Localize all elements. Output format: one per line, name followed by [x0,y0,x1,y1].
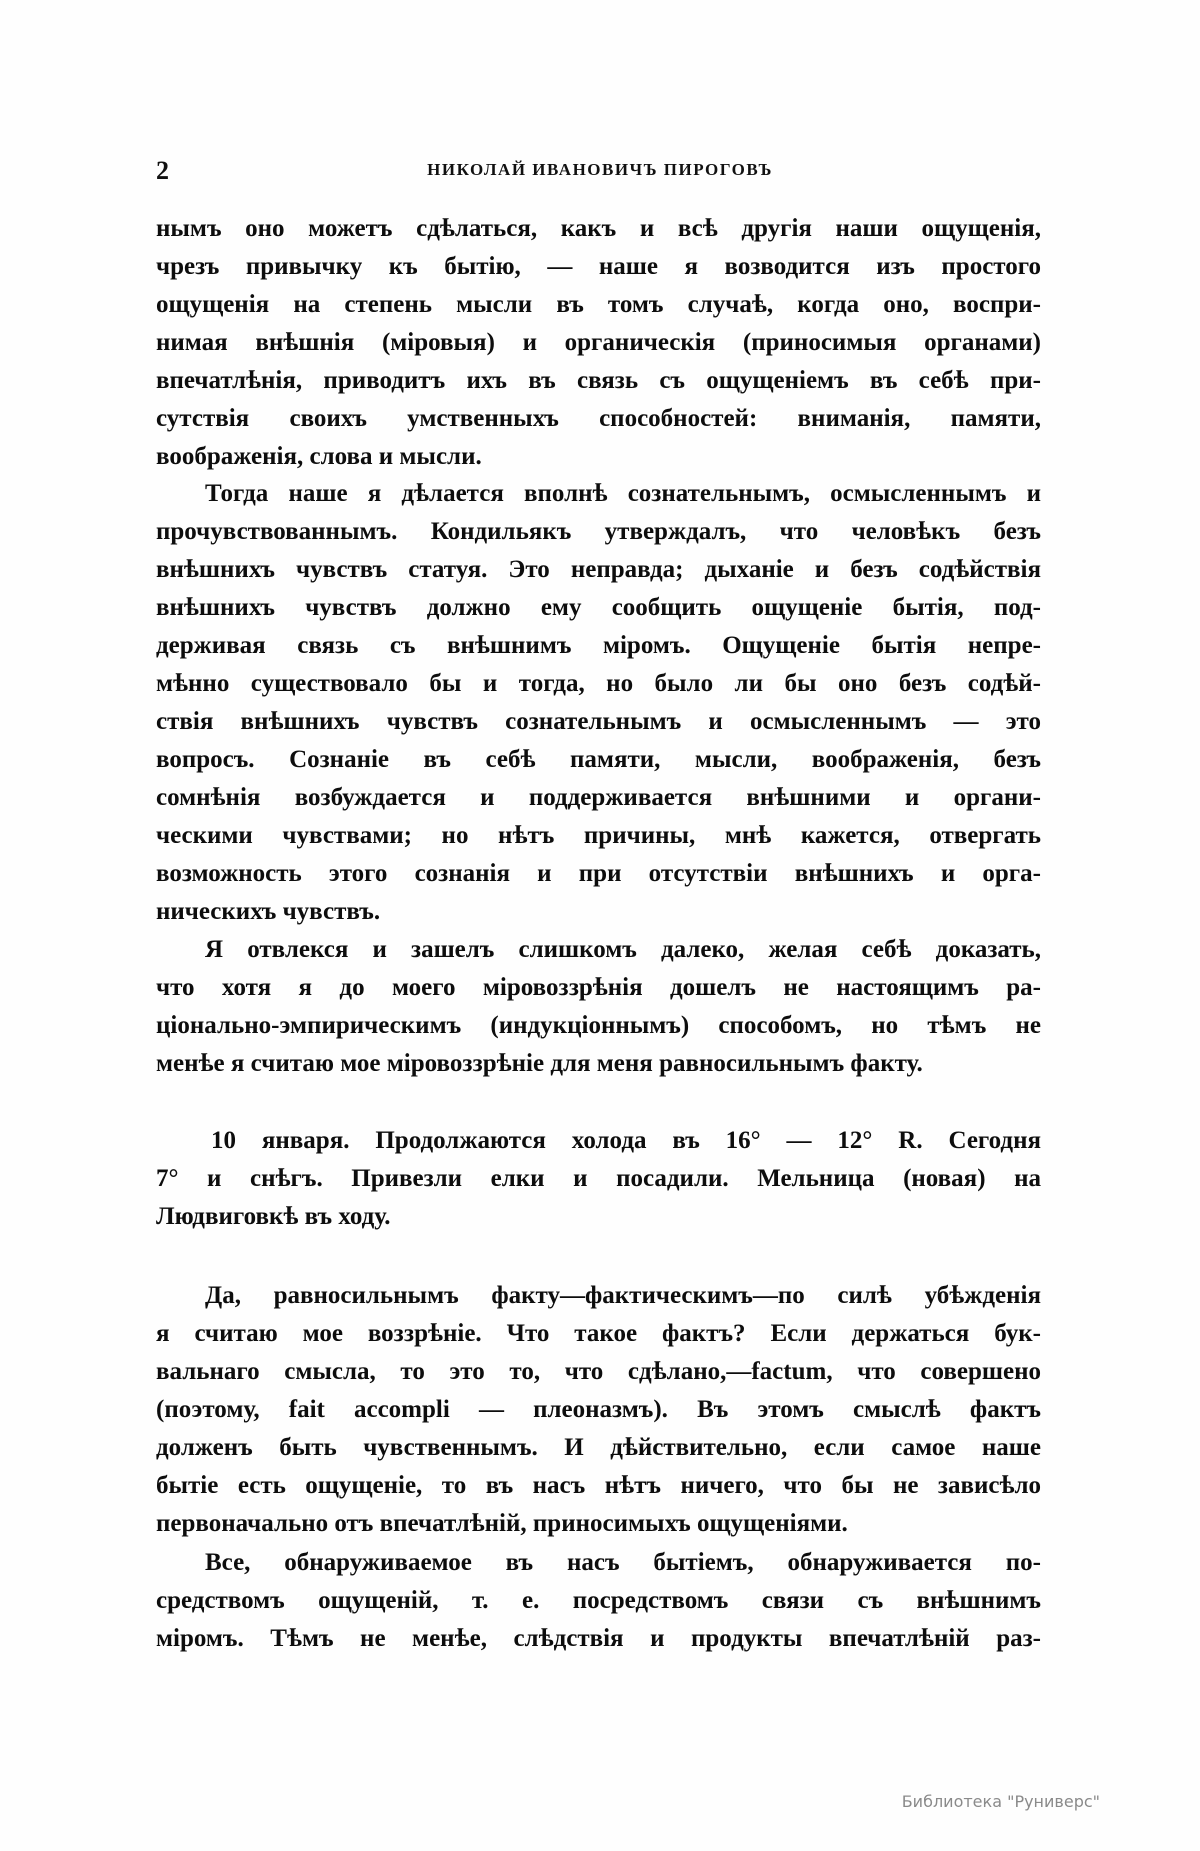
text-line: 7° и снѣгъ. Привезли елки и посадили. Мельница (новая) на [156,1165,1041,1192]
text-line: первоначально отъ впечатлѣній, приносимыхъ ощущеніями. [156,1510,848,1537]
page-number: 2 [156,156,169,185]
text-line: сомнѣнія возбуждается и поддерживается внѣшними и органи- [156,784,1041,811]
text-line: чрезъ привычку къ бытію, — наше я возводится изъ простого [156,253,1041,280]
paragraph-2 [156,475,1041,931]
text-line: менѣе я считаю мое міровоззрѣніе для меня равносильнымъ факту. [156,1050,923,1077]
text-line: внѣшнихъ чувствъ должно ему сообщить ощущеніе бытія, под- [156,594,1041,621]
text-line: внѣшнихъ чувствъ статуя. Это неправда; дыханіе и безъ содѣйствія [156,556,1041,583]
paragraph-1 [156,210,1041,476]
paragraph-4 [156,1277,1041,1543]
text-line: воображенія, слова и мысли. [156,443,482,470]
text-line: ническихъ чувствъ. [156,898,381,925]
text-line: бытіе есть ощущеніе, то въ насъ нѣтъ ничего, что бы не зависѣло [156,1472,1041,1499]
text-line: возможность этого сознанія и при отсутствіи внѣшнихъ и орга- [156,860,1041,887]
text-line: 10 января. Продолжаются холода въ 16° — 12° R. Сегодня [211,1127,1041,1154]
text-line: ціонально-эмпирическимъ (индукціоннымъ) способомъ, но тѣмъ не [156,1012,1041,1039]
text-line: Все, обнаруживаемое въ насъ бытіемъ, обнаруживается по- [205,1549,1041,1576]
text-line: нимая внѣшнія (міровыя) и органическія (приносимыя органами) [156,329,1041,356]
text-line: Я отвлекся и зашелъ слишкомъ далеко, желая себѣ доказать, [205,936,1041,963]
paragraph-3 [156,931,1041,1083]
text-line: Тогда наше я дѣлается вполнѣ сознательнымъ, осмысленнымъ и [205,480,1041,507]
text-line: я считаю мое воззрѣніе. Что такое фактъ? Если держаться бук- [156,1320,1041,1347]
text-line: впечатлѣнія, приводитъ ихъ въ связь съ ощущеніемъ въ себѣ при- [156,367,1041,394]
diary-entry-10-january [156,1122,1041,1236]
text-line: Да, равносильнымъ факту—фактическимъ—по силѣ убѣжденія [205,1282,1041,1309]
text-line: сутствія своихъ умственныхъ способностей: вниманія, памяти, [156,405,1041,432]
text-line: вальнаго смысла, то это то, что сдѣлано,—factum, что совершено [156,1358,1041,1385]
text-line: ческими чувствами; но нѣтъ причины, мнѣ кажется, отвергать [156,822,1041,849]
text-line: средствомъ ощущеній, т. е. посредствомъ связи съ внѣшнимъ [156,1587,1041,1614]
text-line: ствія внѣшнихъ чувствъ сознательнымъ и осмысленнымъ — это [156,708,1041,735]
text-line: нымъ оно можетъ сдѣлаться, какъ и всѣ другія наши ощущенія, [156,215,1041,242]
text-line: міромъ. Тѣмъ не менѣе, слѣдствія и продукты впечатлѣній раз- [156,1625,1041,1652]
text-line: что хотя я до моего міровоззрѣнія дошелъ не настоящимъ ра- [156,974,1041,1001]
paragraph-5 [156,1544,1041,1658]
text-line: держивая связь съ внѣшнимъ міромъ. Ощущеніе бытія непре- [156,632,1041,659]
text-line: прочувствованнымъ. Кондильякъ утверждалъ, что человѣкъ безъ [156,518,1041,545]
text-line: долженъ быть чувственнымъ. И дѣйствительно, если самое наше [156,1434,1041,1461]
text-line: вопросъ. Сознаніе въ себѣ памяти, мысли, воображенія, безъ [156,746,1041,773]
text-line: Людвиговкѣ въ ходу. [156,1203,391,1230]
text-line: (поэтому, fait accompli — плеоназмъ). Въ этомъ смыслѣ фактъ [156,1396,1041,1423]
running-head: НИКОЛАЙ ИВАНОВИЧЪ ПИРОГОВЪ [427,160,773,179]
text-line: мѣнно существовало бы и тогда, но было ли бы оно безъ содѣй- [156,670,1041,697]
text-line: ощущенія на степень мысли въ томъ случаѣ, когда оно, воспри- [156,291,1041,318]
library-watermark: Библиотека "Руниверс" [901,1792,1100,1811]
